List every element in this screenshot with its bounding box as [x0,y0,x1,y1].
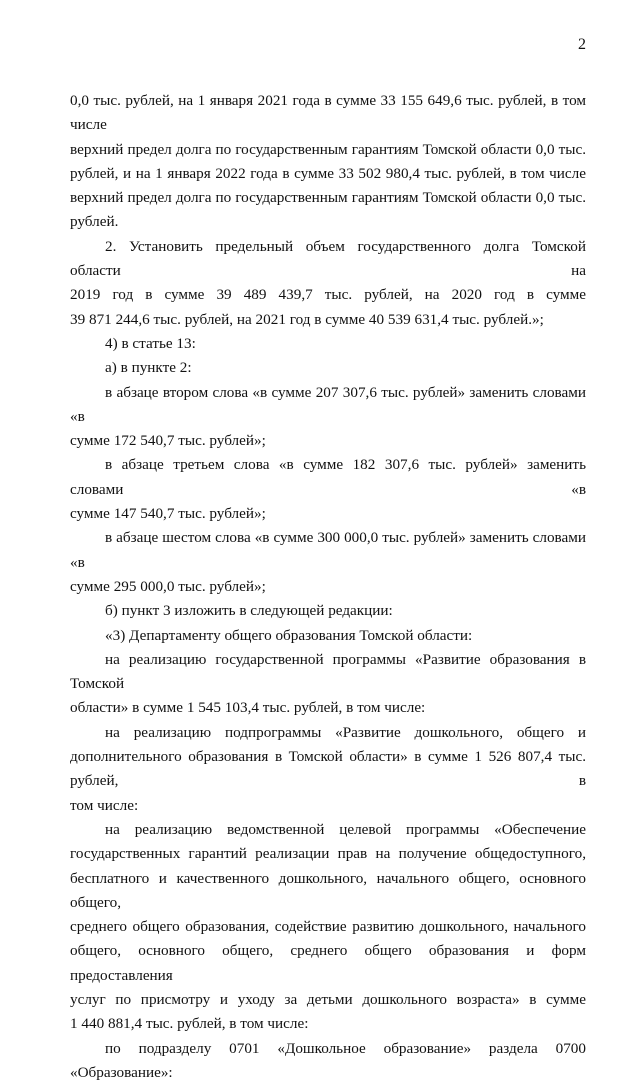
text-line: в абзаце втором слова «в сумме 207 307,6 тыс. рублей» заменить словами «в [70,383,586,425]
text-line: сумме 147 540,7 тыс. рублей»; [70,505,266,523]
text-line: том числе: [70,796,139,814]
text-line: рублей, и на 1 января 2022 года в сумме 33 502 980,4 тыс. рублей, в том числе [70,164,586,182]
paragraph-subprogram [70,721,586,818]
text-line: в абзаце шестом слова «в сумме 300 000,0 тыс. рублей» заменить словами «в [70,529,586,571]
paragraph-point-3 [70,599,586,623]
text-line: по подразделу 0701 «Дошкольное образование» раздела 0700 «Образование»: [70,1039,586,1081]
text-line: верхний предел долга по государственным гарантиям Томской области 0,0 тыс. [70,189,586,207]
text-line: дополнительного образования в Томской области» в сумме 1 526 807,4 тыс. рублей, в [70,748,586,790]
text-line: 2. Установить предельный объем государственного долга Томской области на [70,237,586,280]
text-line: «3) Департаменту общего образования Томской области: [105,626,473,644]
paragraph-abzac-6 [70,526,586,599]
text-line: бесплатного и качественного дошкольного, начального общего, основного общего, [70,869,586,911]
text-line: в абзаце третьем слова «в сумме 182 307,6 тыс. рублей» заменить словами «в [70,456,586,498]
text-line: верхний предел долга по государственным гарантиям Томской области 0,0 тыс. [70,140,586,158]
paragraph-abzac-3 [70,453,586,526]
text-line: сумме 172 540,7 тыс. рублей»; [70,432,266,450]
paragraph-point-2 [70,356,586,380]
text-line: на реализацию ведомственной целевой программы «Обеспечение [105,820,586,838]
text-line: услуг по присмотру и уходу за детьми дошкольного возраста» в сумме [70,990,586,1008]
document-body [70,89,586,1085]
text-line: сумме 295 000,0 тыс. рублей»; [70,577,266,595]
text-line: на реализацию государственной программы «Развитие образования в Томской [70,650,586,693]
paragraph-debt-volume [70,235,586,332]
text-line: б) пункт 3 изложить в следующей редакции: [105,602,393,620]
text-line: 4) в статье 13: [105,334,196,352]
text-line: рублей. [70,213,119,231]
text-line: государственных гарантий реализации прав на получение общедоступного, [70,845,586,863]
paragraph-department [70,624,586,648]
text-line: 0,0 тыс. рублей, на 1 января 2021 года в сумме 33 155 649,6 тыс. рублей, в том числе [70,92,586,134]
paragraph-article-13 [70,332,586,356]
paragraph-debt-limits [70,89,586,235]
text-line: 39 871 244,6 тыс. рублей, на 2021 год в сумме 40 539 631,4 тыс. рублей.»; [70,310,544,328]
text-line: среднего общего образования, содействие развитию дошкольного, начального [70,918,586,936]
text-line: 1 440 881,4 тыс. рублей, в том числе: [70,1015,309,1033]
paragraph-departmental-program [70,818,586,1037]
page-number: 2 [578,36,586,53]
paragraph-abzac-2 [70,381,586,454]
text-line: на реализацию подпрограммы «Развитие дошкольного, общего и [105,723,586,741]
paragraph-subsection-0701 [70,1037,586,1085]
text-line: области» в сумме 1 545 103,4 тыс. рублей, в том числе: [70,699,426,717]
text-line: общего, основного общего, среднего общего образования и форм предоставления [70,942,586,984]
text-line: а) в пункте 2: [105,359,192,377]
paragraph-state-program [70,648,586,721]
text-line: 2019 год в сумме 39 489 439,7 тыс. рублей, на 2020 год в сумме [70,286,586,304]
